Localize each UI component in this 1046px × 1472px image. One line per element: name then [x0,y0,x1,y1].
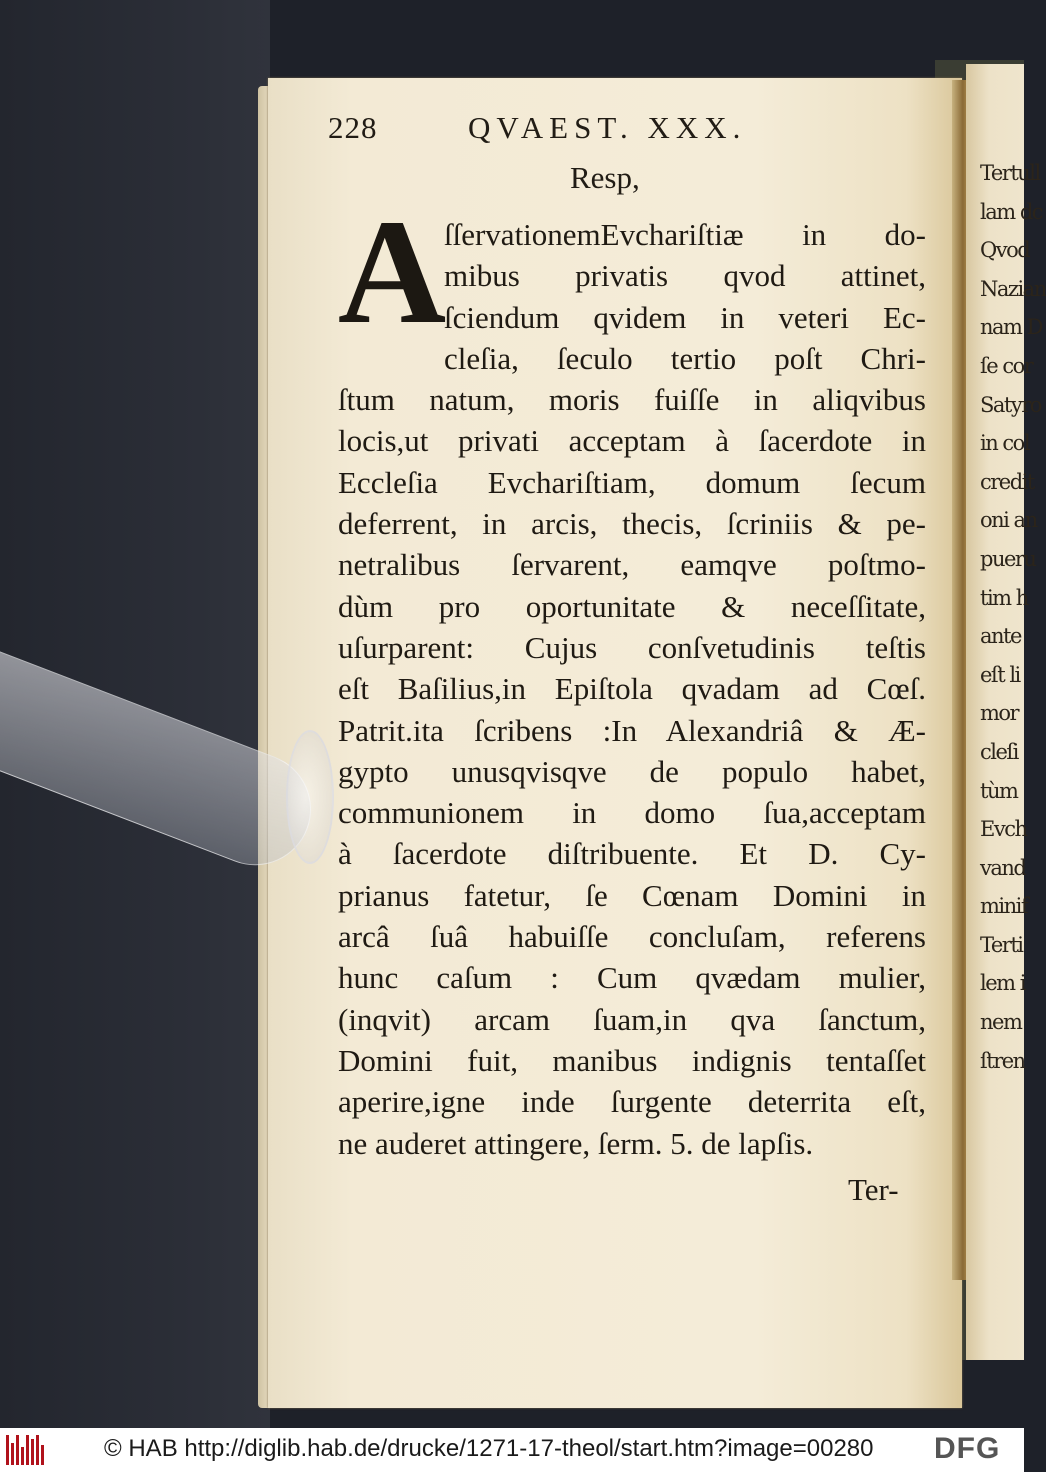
glass-pointer-tip [286,730,334,864]
facing-page-line: mor [980,701,1019,726]
facing-page-line: minif [980,894,1028,919]
facing-page-line: in col [980,431,1030,456]
facing-page-line: nem [980,1010,1022,1035]
text-line: ſſervationemEvchariſtiæ in do- [444,217,926,252]
text-line: Patrit.ita ſcribens :In Alexandriâ & Æ- [338,712,926,748]
facing-page-line: Terti [980,932,1023,957]
hab-logo-icon [6,1435,46,1465]
drop-cap-initial: A [337,189,447,355]
catchword: Ter- [848,1172,899,1207]
text-line: ſtum natum, moris fuiſſe in aliqvibus [338,382,926,418]
facing-page-line: cleſi [980,739,1018,764]
text-line: Domini fuit, manibus indignis tentaſſet [338,1042,926,1078]
text-line: Eccleſia Evchariſtiam, domum ſecum [338,464,926,500]
facing-page-line: pueru [980,546,1036,571]
text-line: communionem in domo ſua,acceptam [338,795,926,831]
facing-page-line: Evch [980,817,1027,842]
facing-page-line: Tertull [980,161,1040,185]
facing-page-line: Satyro [980,392,1041,417]
section-heading: Resp, [570,160,640,195]
facing-page-line: eſt li [980,662,1020,687]
dfg-logo: DFG [934,1432,1001,1465]
text-line: prianus fatetur, ſe Cœnam Domini in [338,877,926,913]
facing-page-line: ante [980,624,1021,649]
text-line: aperire,igne inde ſurgente deterrita eſt, [338,1084,926,1120]
running-head [328,108,938,158]
body-text [338,214,926,1164]
text-line: cleſia, ſeculo tertio poſt Chri- [444,340,926,376]
facing-page-line: ſe cor [980,353,1033,378]
text-line: arcâ ſuâ habuiſſe concluſam, referens [338,919,926,955]
text-line: ſciendum qvidem in veteri Ec- [444,299,926,335]
text-line: uſurparent: Cujus conſvetudinis teſtis [338,629,926,665]
text-line: deferrent, in arcis, thecis, ſcriniis & pe- [338,506,926,542]
text-line: à ſacerdote diſtribuente. Et D. Cy- [338,836,926,872]
facing-page-line: credit [980,469,1034,494]
footer-bar [0,1428,1024,1472]
facing-page-line: Nazian [980,276,1046,301]
facing-page-line: tim h [980,585,1028,610]
text-line: mibus privatis qvod attinet, [444,258,926,294]
text-line: dùm pro oportunitate & neceſſitate, [338,588,926,624]
text-line: ne auderet attingere, ſerm. 5. de lapſis. [338,1125,814,1161]
text-line: hunc caſum : Cum qvædam mulier, [338,960,926,996]
page-number: 228 [328,110,378,145]
facing-page-line: lem i [980,971,1025,996]
facing-page-line: nam D [980,315,1042,340]
text-line: (inqvit) arcam ſuam,in qva ſanctum, [338,1001,926,1037]
copyright-url[interactable]: © HAB http://diglib.hab.de/drucke/1271-17-theol/start.htm?image=00280 [104,1435,874,1462]
chapter-title: QVAEST. XXX. [468,110,747,145]
text-line: gypto unusqvisqve de populo habet, [338,753,926,789]
text-line: eſt Baſilius,in Epiſtola qvadam ad Cœſ. [338,671,926,707]
facing-page-line: Qvod [980,238,1030,263]
facing-page-line: tùm [980,778,1018,803]
facing-page-line: lam dc [980,199,1043,224]
facing-page-line: vand [980,855,1026,880]
facing-page [966,64,1046,1360]
facing-page-line: ſtren [980,1048,1025,1073]
text-line: locis,ut privati acceptam à ſacerdote in [338,423,926,459]
text-line: netralibus ſervarent, eamqve poſtmo- [338,547,926,583]
facing-page-line: oni an [980,508,1037,533]
